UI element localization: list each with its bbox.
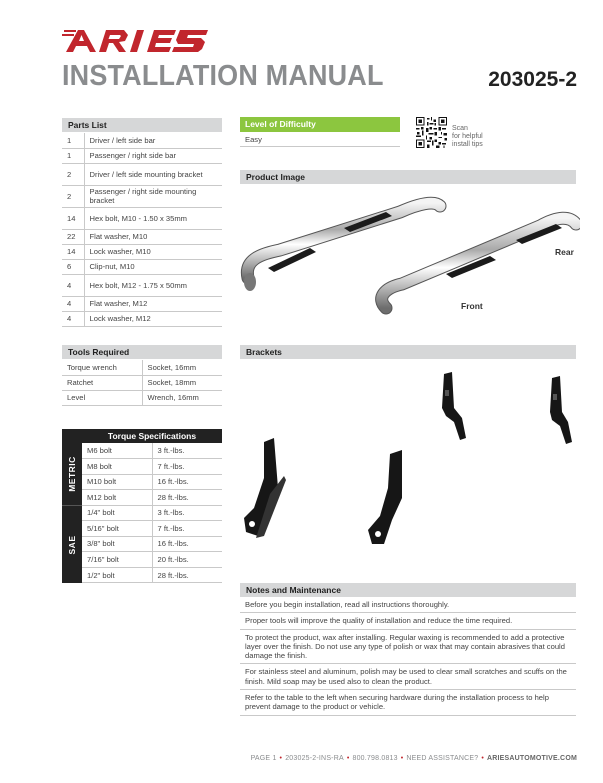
tool-name: Socket, 18mm [142,375,222,390]
part-description: Hex bolt, M10 - 1.50 x 35mm [84,207,222,229]
part-description: Driver / left side mounting bracket [84,163,222,185]
product-image-heading: Product Image [240,170,576,184]
parts-row [62,259,222,274]
part-quantity: 22 [62,229,84,244]
tools-table [62,360,222,406]
note-item: Refer to the table to the left when securing hardware during the installation process to help prevent damage to the product or vehicle. [240,690,576,716]
torque-row [82,505,222,521]
bolt-size: M12 bolt [82,490,152,506]
parts-row [62,185,222,207]
bolt-size: M10 bolt [82,474,152,490]
torque-value: 7 ft.-lbs. [152,459,222,475]
metric-label: METRIC [62,443,82,505]
tool-name: Torque wrench [62,360,142,375]
parts-row [62,163,222,185]
parts-row [62,244,222,259]
part-description: Driver / left side bar [84,133,222,148]
brackets-image [240,368,580,558]
torque-value: 20 ft.-lbs. [152,552,222,568]
bolt-size: 7/16" bolt [82,552,152,568]
part-quantity: 2 [62,185,84,207]
part-quantity: 4 [62,296,84,311]
front-label: Front [461,301,483,311]
notes-heading: Notes and Maintenance [240,583,576,597]
parts-row [62,207,222,229]
tools-row [62,360,222,375]
tools-required-heading: Tools Required [62,345,222,359]
torque-value: 3 ft.-lbs. [152,505,222,521]
parts-row [62,296,222,311]
qr-code[interactable] [416,117,447,148]
torque-row [82,567,222,583]
torque-value: 28 ft.-lbs. [152,567,222,583]
sae-label: SAE [62,505,82,583]
part-description: Lock washer, M10 [84,244,222,259]
part-quantity: 1 [62,148,84,163]
parts-row [62,229,222,244]
part-quantity: 14 [62,207,84,229]
parts-list-table [62,133,222,327]
part-number: 203025-2 [488,68,577,91]
parts-row [62,148,222,163]
part-description: Hex bolt, M12 - 1.75 x 50mm [84,274,222,296]
tools-row [62,390,222,405]
document-title: INSTALLATION MANUAL [62,60,384,92]
note-item: Proper tools will improve the quality of installation and reduce the time required. [240,613,576,629]
difficulty-heading: Level of Difficulty [240,117,400,132]
part-quantity: 4 [62,311,84,326]
torque-value: 3 ft.-lbs. [152,443,222,459]
bolt-size: M6 bolt [82,443,152,459]
bolt-size: M8 bolt [82,459,152,475]
bolt-size: 1/2" bolt [82,567,152,583]
part-description: Passenger / right side mounting bracket [84,185,222,207]
bolt-size: 5/16" bolt [82,521,152,537]
aries-logo [62,26,212,54]
torque-table [82,443,222,583]
torque-row [82,474,222,490]
torque-row [82,536,222,552]
rear-label: Rear [555,247,574,257]
tool-name: Wrench, 16mm [142,390,222,405]
parts-row [62,133,222,148]
tool-name: Level [62,390,142,405]
part-description: Flat washer, M12 [84,296,222,311]
part-quantity: 1 [62,133,84,148]
footer-page: PAGE 1 [250,755,277,762]
brackets-heading: Brackets [240,345,576,359]
torque-row [82,521,222,537]
bolt-size: 3/8" bolt [82,536,152,552]
part-description: Lock washer, M12 [84,311,222,326]
footer-website-link[interactable]: ARIESAUTOMOTIVE.COM [486,755,577,762]
parts-row [62,274,222,296]
torque-row [82,443,222,459]
part-quantity: 14 [62,244,84,259]
torque-value: 16 ft.-lbs. [152,536,222,552]
part-description: Flat washer, M10 [84,229,222,244]
parts-row [62,311,222,326]
part-description: Passenger / right side bar [84,148,222,163]
tool-name: Socket, 16mm [142,360,222,375]
footer-help: NEED ASSISTANCE? [406,755,479,762]
note-item: To protect the product, wax after installing. Regular waxing is recommended to add a protective layer over the finish. Do not use any type of polish or wax that may contain abrasives that could damage the finish. [240,630,576,665]
side-bars-product-image [240,190,580,320]
footer-phone: 800.798.0813 [352,755,398,762]
tool-name: Ratchet [62,375,142,390]
part-quantity: 2 [62,163,84,185]
difficulty-value: Easy [240,132,400,147]
torque-value: 28 ft.-lbs. [152,490,222,506]
note-item: Before you begin installation, read all instructions thoroughly. [240,597,576,613]
part-quantity: 4 [62,274,84,296]
footer-doc: 203025-2-INS-RA [285,755,344,762]
torque-row [82,552,222,568]
footer: PAGE 1 • 203025-2-INS-RA • 800.798.0813 • NEED ASSISTANCE? • ARIESAUTOMOTIVE.COM [250,755,577,762]
note-item: For stainless steel and aluminum, polish may be used to clear small scratches and scuffs on the finish. Mild soap may be used also to clean the product. [240,664,576,690]
part-quantity: 6 [62,259,84,274]
parts-list-heading: Parts List [62,118,222,132]
bolt-size: 1/4" bolt [82,505,152,521]
torque-row [82,490,222,506]
torque-row [82,459,222,475]
torque-value: 7 ft.-lbs. [152,521,222,537]
torque-specifications-heading: Torque Specifications [62,429,222,443]
scan-instructions: Scan for helpful install tips [452,125,483,148]
notes-list [240,597,576,716]
part-description: Clip-nut, M10 [84,259,222,274]
tools-row [62,375,222,390]
torque-value: 16 ft.-lbs. [152,474,222,490]
